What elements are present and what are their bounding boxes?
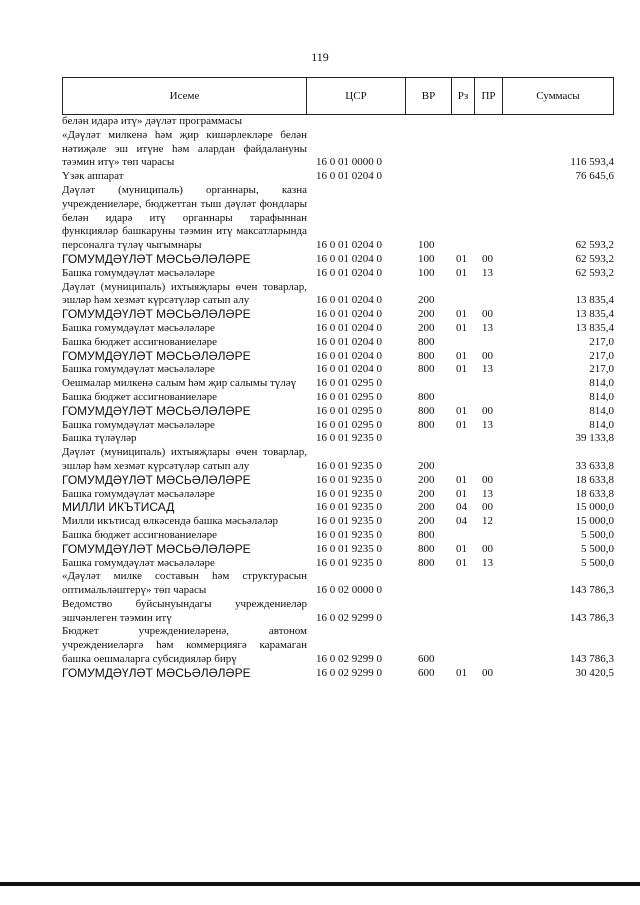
row-name: Башка гомумдәүләт мәсьәләләре — [62, 556, 215, 569]
row-name: Башка бюджет ассигнованиеләре — [62, 335, 217, 348]
row-vr: 200 — [418, 515, 435, 528]
row-name: ГОМУМДӘҮЛӘТ МӘСЬӘЛӘЛӘРЕ — [62, 403, 251, 418]
row-name: Башка бюджет ассигнованиеләре — [62, 390, 217, 403]
row-rz: 04 — [456, 515, 467, 528]
table-row — [62, 529, 614, 543]
row-pr: 13 — [482, 266, 493, 279]
row-name: Милли икътисад өлкәсендә башка мәсьәләләр — [62, 515, 278, 528]
row-vr: 100 — [418, 239, 435, 252]
table-row — [62, 184, 614, 253]
row-name: ГОМУМДӘҮЛӘТ МӘСЬӘЛӘЛӘРЕ — [62, 541, 251, 556]
row-sum: 30 420,5 — [575, 666, 614, 679]
row-csr: 16 0 01 9235 0 — [316, 542, 382, 555]
row-csr: 16 0 01 9235 0 — [316, 487, 382, 500]
row-csr: 16 0 02 9299 0 — [316, 653, 382, 666]
row-name: Дәүләт (муниципаль) органнары, казна учреждениеләре, бюджеттан тыш дәүләт фондлары белән идарә итү органнары тарафыннан функцияләр башкаруны тәэмин итү максатларында персоналга түләү чыгымнары — [62, 183, 307, 252]
row-csr: 16 0 01 9235 0 — [316, 501, 382, 514]
row-vr: 800 — [418, 418, 435, 431]
row-vr: 800 — [418, 390, 435, 403]
row-vr: 200 — [418, 294, 435, 307]
table-row — [62, 419, 614, 433]
row-name: Башка бюджет ассигнованиеләре — [62, 528, 217, 541]
table-row — [62, 377, 614, 391]
row-name: Оешмалар милкенә салым һәм җир салымы түләү — [62, 377, 297, 390]
row-vr: 200 — [418, 501, 435, 514]
row-rz: 04 — [456, 501, 467, 514]
row-sum: 814,0 — [589, 377, 614, 390]
row-sum: 76 645,6 — [575, 170, 614, 183]
table-row — [62, 363, 614, 377]
row-csr: 16 0 01 9235 0 — [316, 473, 382, 486]
row-sum: 62 593,2 — [575, 252, 614, 265]
row-csr: 16 0 01 0204 0 — [316, 170, 382, 183]
row-pr: 12 — [482, 515, 493, 528]
row-rz: 01 — [456, 542, 467, 555]
table-header — [62, 77, 614, 115]
row-vr: 600 — [418, 653, 435, 666]
row-name: «Дәүләт милке составын һәм структурасын оптимальләштерү» төп чарасы — [62, 570, 307, 597]
row-rz: 01 — [456, 349, 467, 362]
row-csr: 16 0 01 0295 0 — [316, 418, 382, 431]
row-pr: 00 — [482, 252, 493, 265]
table-row — [62, 308, 614, 322]
row-sum: 13 835,4 — [575, 294, 614, 307]
row-sum: 116 593,4 — [570, 156, 614, 169]
row-pr: 00 — [482, 501, 493, 514]
row-vr: 800 — [418, 349, 435, 362]
row-name: ГОМУМДӘҮЛӘТ МӘСЬӘЛӘЛӘРЕ — [62, 307, 251, 322]
row-vr: 100 — [418, 252, 435, 265]
row-sum: 15 000,0 — [575, 515, 614, 528]
column-header-sum: Суммасы — [536, 90, 580, 102]
row-name: Башка гомумдәүләт мәсьәләләре — [62, 363, 215, 376]
row-csr: 16 0 01 0204 0 — [316, 266, 382, 279]
row-name: Башка гомумдәүләт мәсьәләләре — [62, 418, 215, 431]
row-pr: 00 — [482, 473, 493, 486]
row-name: ГОМУМДӘҮЛӘТ МӘСЬӘЛӘЛӘРЕ — [62, 472, 251, 487]
column-header-vr: ВР — [406, 78, 452, 114]
row-sum: 13 835,4 — [575, 308, 614, 321]
table-row — [62, 557, 614, 571]
row-pr: 00 — [482, 666, 493, 679]
column-header-rz: Рз — [452, 78, 475, 114]
row-name: Башка түләүләр — [62, 432, 137, 445]
table-row — [62, 170, 614, 184]
row-rz: 01 — [456, 418, 467, 431]
column-header-pr: ПР — [475, 78, 503, 114]
row-rz: 01 — [456, 473, 467, 486]
row-name: ГОМУМДӘҮЛӘТ МӘСЬӘЛӘЛӘРЕ — [62, 665, 251, 680]
column-header-name: Исеме — [63, 78, 307, 114]
row-sum: 62 593,2 — [575, 266, 614, 279]
row-rz: 01 — [456, 308, 467, 321]
row-csr: 16 0 01 0204 0 — [316, 294, 382, 307]
row-csr: 16 0 01 0295 0 — [316, 404, 382, 417]
table-row — [62, 488, 614, 502]
row-vr: 200 — [418, 459, 435, 472]
row-vr: 200 — [418, 308, 435, 321]
row-vr: 800 — [418, 335, 435, 348]
table-row — [62, 625, 614, 666]
table-row — [62, 543, 614, 557]
row-name: Дәүләт (муниципаль) ихтыяҗлары өчен товарлар, эшләр һәм хезмәт күрсәтүләр сатып алу — [62, 280, 307, 307]
row-vr: 200 — [418, 473, 435, 486]
row-vr: 800 — [418, 542, 435, 555]
row-csr: 16 0 01 0000 0 — [316, 156, 382, 169]
row-rz: 01 — [456, 666, 467, 679]
row-pr: 13 — [482, 556, 493, 569]
row-sum: 5 500,0 — [581, 556, 614, 569]
table-row — [62, 405, 614, 419]
row-csr: 16 0 01 0204 0 — [316, 349, 382, 362]
scan-edge-bar — [0, 882, 640, 886]
row-csr: 16 0 01 0204 0 — [316, 252, 382, 265]
table-row — [62, 115, 614, 129]
row-sum: 18 633,8 — [575, 473, 614, 486]
row-name: «Дәүләт милкенә һәм җир кишәрлекләре белән нәтиҗәле эш итүне һәм алардан файдалануны тәэмин итү» төп чарасы — [62, 128, 307, 169]
table-row — [62, 598, 614, 626]
table-row — [62, 446, 614, 474]
row-name: Ведомство буйсынуындагы учреждениеләр эшчәнлеген тәэмин итү — [62, 597, 307, 624]
row-name: Бюджет учреждениеләренә, автоном учреждениеләргә һәм коммерциягә карамаган башка оешмаларга субсидияләр бирү — [62, 625, 307, 666]
table-row — [62, 267, 614, 281]
table-row — [62, 570, 614, 598]
row-vr: 200 — [418, 487, 435, 500]
row-vr: 800 — [418, 528, 435, 541]
row-rz: 01 — [456, 404, 467, 417]
row-sum: 814,0 — [589, 404, 614, 417]
column-header-csr: ЦСР — [307, 78, 406, 114]
row-sum: 33 633,8 — [575, 459, 614, 472]
row-csr: 16 0 01 0204 0 — [316, 363, 382, 376]
row-pr: 00 — [482, 542, 493, 555]
page-number: 119 — [311, 50, 329, 64]
row-sum: 5 500,0 — [581, 528, 614, 541]
row-pr: 00 — [482, 308, 493, 321]
row-vr: 800 — [418, 556, 435, 569]
row-csr: 16 0 01 0295 0 — [316, 377, 382, 390]
table-body — [62, 115, 614, 681]
table-row — [62, 667, 614, 681]
row-csr: 16 0 01 9235 0 — [316, 528, 382, 541]
row-rz: 01 — [456, 266, 467, 279]
row-sum: 5 500,0 — [581, 542, 614, 555]
row-vr: 800 — [418, 363, 435, 376]
table-row — [62, 336, 614, 350]
table-row — [62, 474, 614, 488]
row-sum: 62 593,2 — [575, 239, 614, 252]
row-name: Башка гомумдәүләт мәсьәләләре — [62, 266, 215, 279]
row-vr: 100 — [418, 266, 435, 279]
row-pr: 13 — [482, 321, 493, 334]
row-name: Үзәк аппарат — [62, 170, 124, 183]
row-sum: 18 633,8 — [575, 487, 614, 500]
row-vr: 800 — [418, 404, 435, 417]
row-csr: 16 0 01 0204 0 — [316, 308, 382, 321]
row-csr: 16 0 02 9299 0 — [316, 666, 382, 679]
row-pr: 13 — [482, 487, 493, 500]
row-sum: 143 786,3 — [570, 584, 614, 597]
table-row — [62, 432, 614, 446]
row-sum: 143 786,3 — [570, 611, 614, 624]
row-sum: 217,0 — [589, 363, 614, 376]
table-row — [62, 281, 614, 309]
row-csr: 16 0 01 9235 0 — [316, 459, 382, 472]
row-csr: 16 0 01 9235 0 — [316, 515, 382, 528]
table-row — [62, 253, 614, 267]
row-csr: 16 0 01 0204 0 — [316, 239, 382, 252]
row-pr: 13 — [482, 418, 493, 431]
row-vr: 200 — [418, 321, 435, 334]
row-name: МИЛЛИ ИКЪТИСАД — [62, 500, 175, 515]
row-csr: 16 0 02 9299 0 — [316, 611, 382, 624]
row-name: Башка гомумдәүләт мәсьәләләре — [62, 321, 215, 334]
row-name: ГОМУМДӘҮЛӘТ МӘСЬӘЛӘЛӘРЕ — [62, 251, 251, 266]
row-vr: 600 — [418, 666, 435, 679]
row-rz: 01 — [456, 252, 467, 265]
row-csr: 16 0 01 9235 0 — [316, 432, 382, 445]
row-csr: 16 0 01 0204 0 — [316, 335, 382, 348]
row-rz: 01 — [456, 363, 467, 376]
row-pr: 00 — [482, 404, 493, 417]
row-csr: 16 0 02 0000 0 — [316, 584, 382, 597]
table-row — [62, 515, 614, 529]
row-pr: 13 — [482, 363, 493, 376]
row-name: Башка гомумдәүләт мәсьәләләре — [62, 487, 215, 500]
row-rz: 01 — [456, 321, 467, 334]
row-sum: 217,0 — [589, 349, 614, 362]
table-row — [62, 501, 614, 515]
row-name: ГОМУМДӘҮЛӘТ МӘСЬӘЛӘЛӘРЕ — [62, 348, 251, 363]
row-sum: 814,0 — [589, 390, 614, 403]
row-sum: 39 133,8 — [575, 432, 614, 445]
row-csr: 16 0 01 9235 0 — [316, 556, 382, 569]
table-row — [62, 391, 614, 405]
row-rz: 01 — [456, 487, 467, 500]
row-sum: 15 000,0 — [575, 501, 614, 514]
table-row — [62, 129, 614, 170]
row-pr: 00 — [482, 349, 493, 362]
table-row — [62, 350, 614, 364]
row-sum: 217,0 — [589, 335, 614, 348]
row-sum: 143 786,3 — [570, 653, 614, 666]
row-csr: 16 0 01 0204 0 — [316, 321, 382, 334]
row-csr: 16 0 01 0295 0 — [316, 390, 382, 403]
row-sum: 814,0 — [589, 418, 614, 431]
row-sum: 13 835,4 — [575, 321, 614, 334]
row-rz: 01 — [456, 556, 467, 569]
row-name: белән идарә итү» дәүләт программасы — [62, 115, 242, 127]
table-row — [62, 322, 614, 336]
row-name: Дәүләт (муниципаль) ихтыяҗлары өчен товарлар, эшләр һәм хезмәт күрсәтүләр сатып алу — [62, 446, 307, 472]
